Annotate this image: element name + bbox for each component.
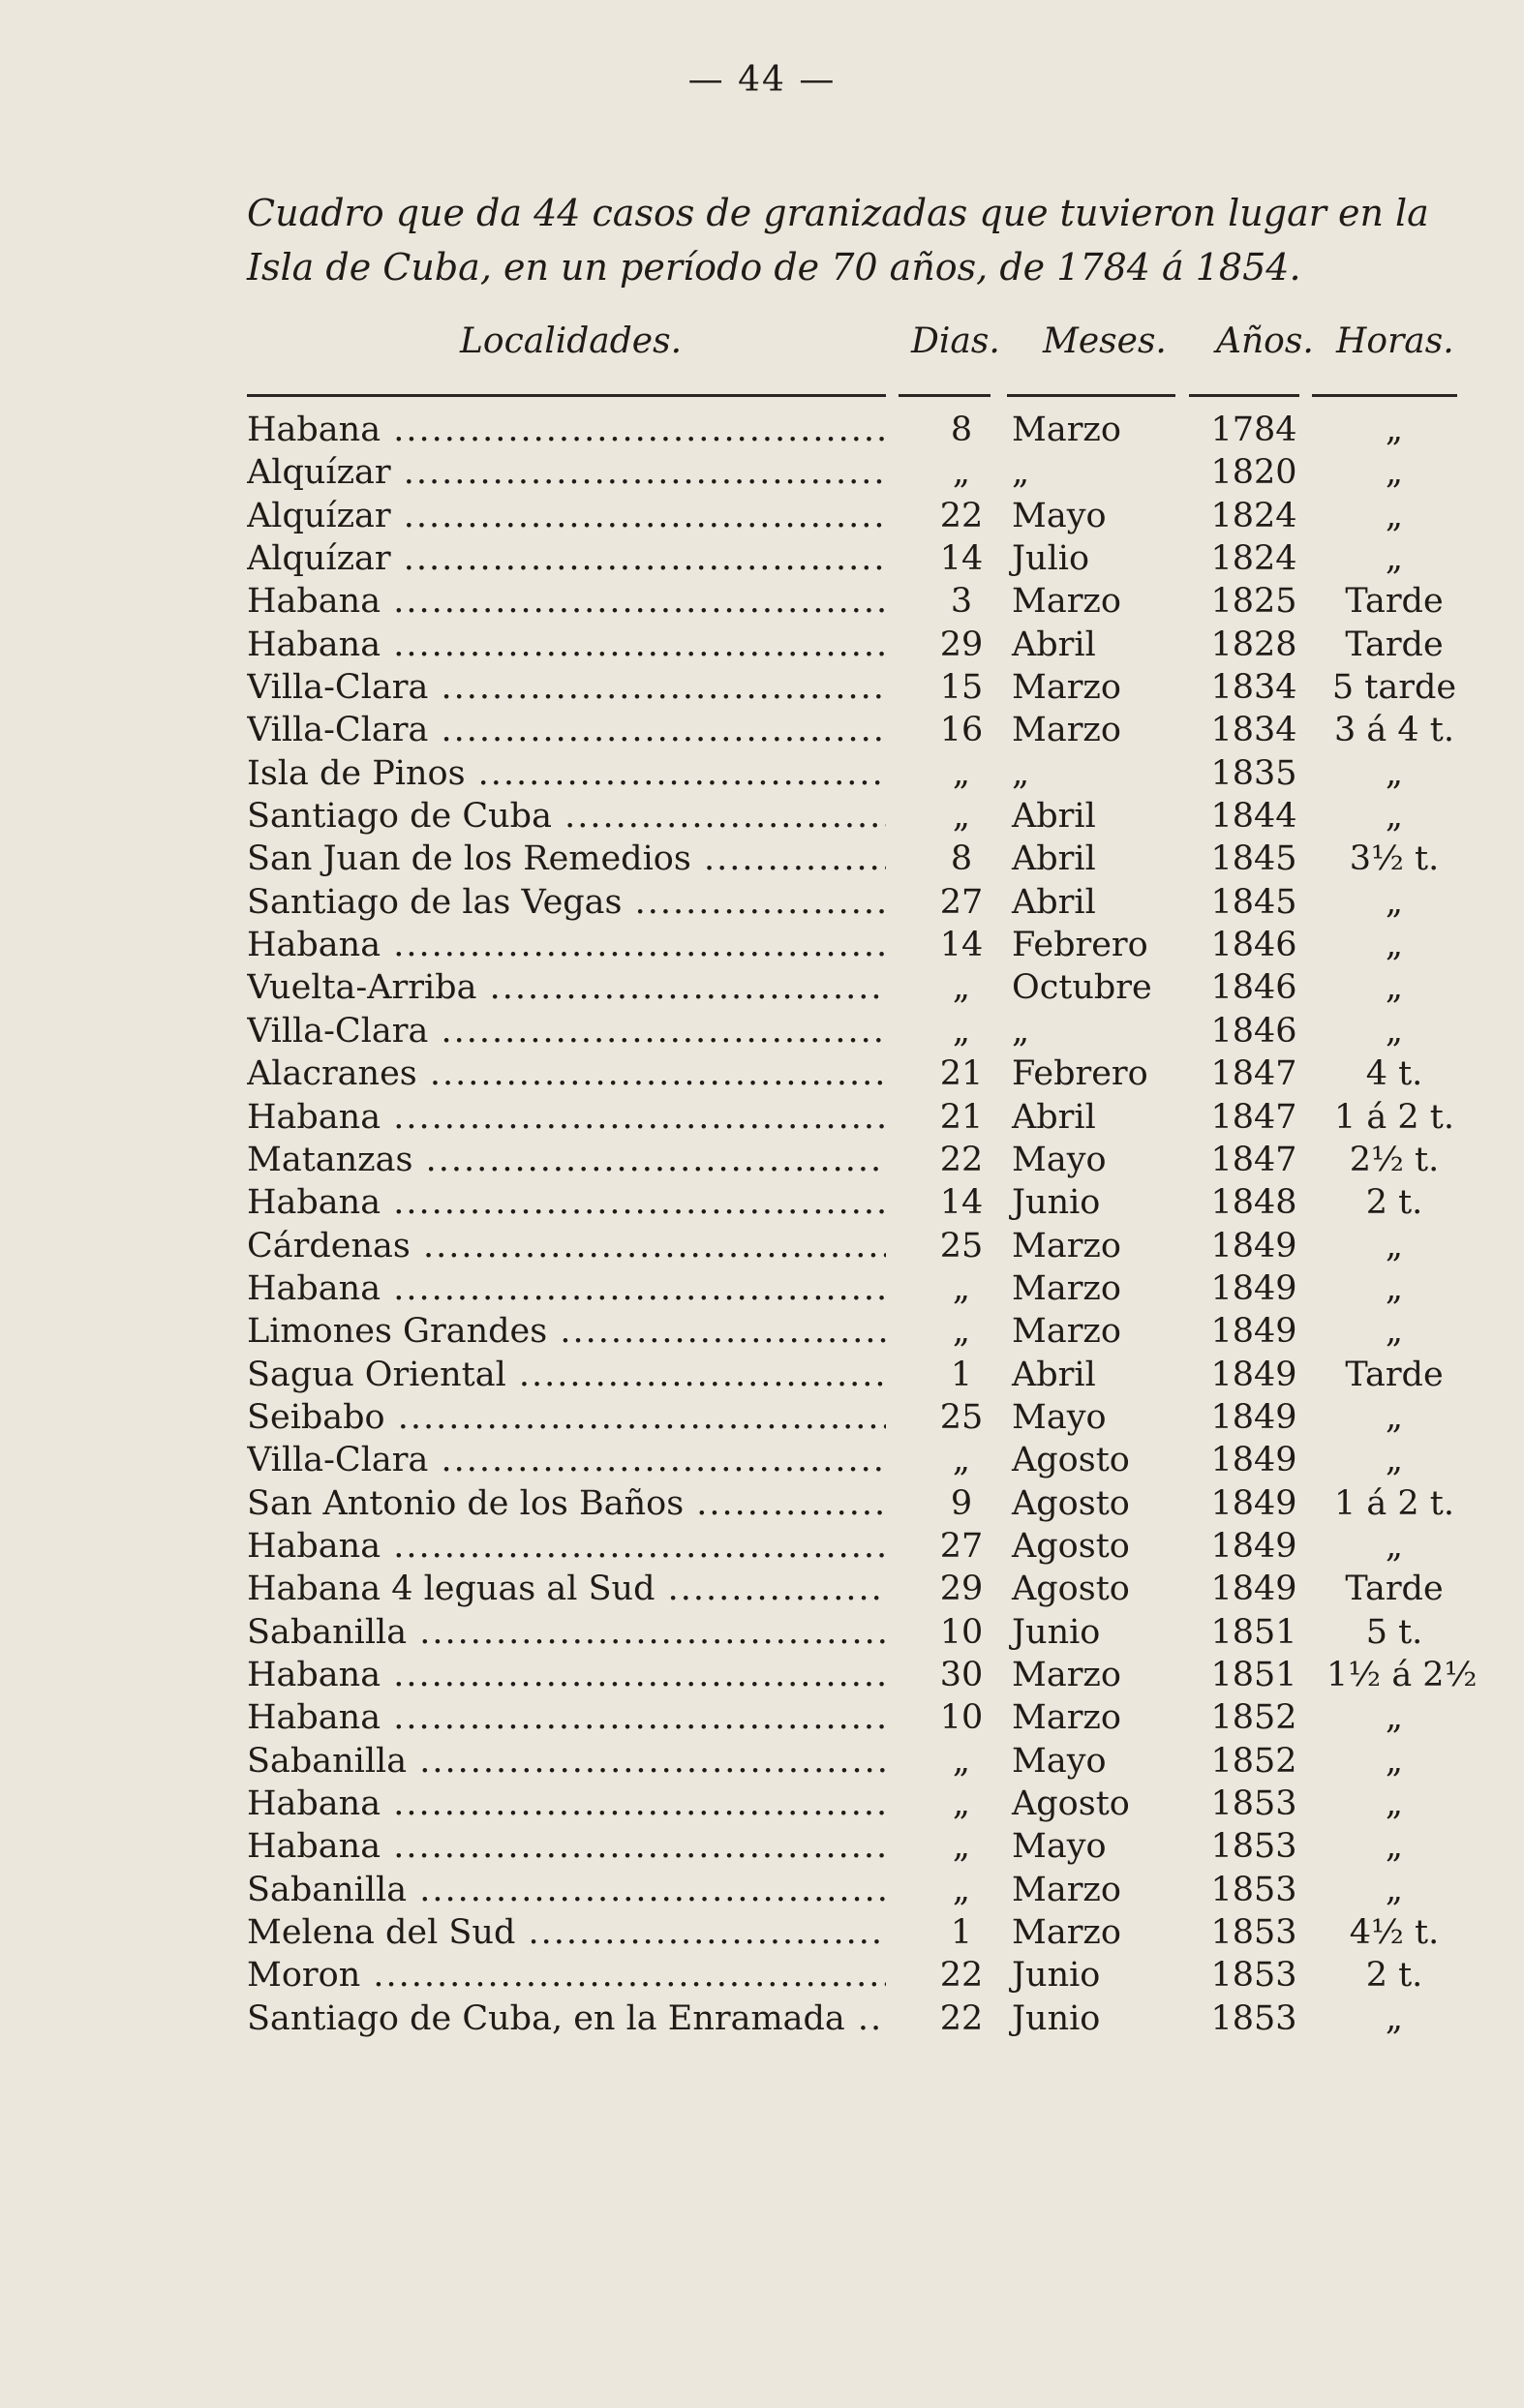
cell-localidad: Santiago de las Vegas ..... (247, 881, 886, 924)
cell-hora: „ (1385, 1441, 1404, 1480)
cell-localidad: Habana ..... (247, 409, 886, 451)
cell-ano: 1846 (1210, 1011, 1297, 1051)
cell-dia: 29 (939, 1570, 984, 1609)
cell-localidad: Habana ..... (247, 1267, 886, 1310)
cell-dia: 14 (939, 926, 984, 965)
cell-localidad: Vuelta-Arriba ..... (247, 966, 886, 1009)
cell-localidad: Villa-Clara ..... (247, 1010, 886, 1052)
cell-dia: „ (952, 753, 971, 793)
cell-dia: 27 (939, 882, 984, 922)
cell-ano: 1849 (1210, 1312, 1297, 1352)
cell-localidad: Santiago de Cuba, en la Enramada ..... (247, 1997, 886, 2040)
cell-ano: 1847 (1210, 1097, 1297, 1137)
table-row (247, 1354, 1457, 1396)
cell-mes: Marzo (1012, 411, 1121, 449)
cell-hora: „ (1385, 1784, 1404, 1823)
table-row (247, 924, 1457, 966)
cell-ano: 1820 (1210, 453, 1297, 493)
table-row (247, 795, 1457, 838)
header-rule-localidades (247, 394, 886, 397)
cell-dia: „ (952, 1827, 971, 1867)
cell-mes: Agosto (1012, 1526, 1130, 1566)
cell-ano: 1853 (1210, 1998, 1297, 2038)
table-row (247, 1997, 1457, 2040)
cell-dia: 3 (950, 582, 973, 622)
page-number: — 44 — (687, 60, 837, 100)
cell-ano: 1834 (1210, 668, 1297, 708)
cell-mes: Abril (1012, 1097, 1096, 1137)
cell-dia: 16 (939, 711, 984, 750)
cell-ano: 1848 (1210, 1183, 1297, 1223)
header-horas: Horas. (1336, 321, 1454, 361)
cell-mes: Agosto (1012, 1784, 1130, 1823)
cell-localidad: Alacranes ..... (247, 1052, 886, 1095)
cell-hora: 3½ t. (1349, 839, 1440, 879)
cell-hora: „ (1385, 797, 1404, 837)
cell-localidad: Sabanilla ..... (247, 1869, 886, 1911)
cell-mes: Agosto (1012, 1570, 1130, 1609)
cell-ano: 1851 (1210, 1655, 1297, 1694)
cell-mes: Junio (1012, 1183, 1101, 1223)
cell-ano: 1849 (1210, 1268, 1297, 1308)
header-dias: Dias. (911, 321, 1000, 361)
cell-mes: Febrero (1012, 926, 1148, 965)
cell-ano: 1846 (1210, 968, 1297, 1008)
cell-ano: 1784 (1210, 411, 1297, 449)
table-row (247, 495, 1457, 537)
cell-localidad: Habana ..... (247, 1825, 886, 1868)
table-row (247, 1225, 1457, 1267)
cell-localidad: Santiago de Cuba ..... (247, 795, 886, 838)
cell-localidad: Habana ..... (247, 580, 886, 623)
table-row (247, 451, 1457, 494)
cell-localidad: Habana ..... (247, 1525, 886, 1568)
cell-mes: Marzo (1012, 668, 1121, 708)
cell-dia: 22 (939, 1140, 984, 1179)
cell-localidad: Habana ..... (247, 1654, 886, 1696)
cell-localidad: Seibabo ..... (247, 1396, 886, 1439)
cell-hora: „ (1385, 453, 1404, 493)
cell-hora: „ (1385, 539, 1404, 579)
cell-mes: „ (1012, 1011, 1030, 1051)
table-row (247, 1954, 1457, 1997)
cell-dia: 9 (950, 1483, 973, 1523)
table-row (247, 966, 1457, 1009)
cell-mes: Marzo (1012, 1312, 1121, 1352)
cell-localidad: San Antonio de los Baños ..... (247, 1482, 886, 1525)
cell-ano: 1849 (1210, 1526, 1297, 1566)
cell-dia: 30 (939, 1655, 984, 1694)
cell-mes: Junio (1012, 1956, 1101, 1996)
cell-dia: 21 (939, 1054, 984, 1094)
cell-ano: 1852 (1210, 1741, 1297, 1781)
cell-ano: 1824 (1210, 539, 1297, 579)
cell-dia: 14 (939, 539, 984, 579)
cell-mes: Mayo (1012, 1827, 1107, 1867)
table-row (247, 537, 1457, 580)
cell-hora: 2 t. (1365, 1183, 1423, 1223)
cell-dia: 29 (939, 625, 984, 664)
cell-hora: 2 t. (1365, 1956, 1423, 1996)
header-rule-dias (899, 394, 991, 397)
cell-localidad: Habana ..... (247, 1096, 886, 1139)
table-row (247, 1825, 1457, 1868)
table-row (247, 409, 1457, 451)
table-row (247, 709, 1457, 751)
cell-hora: „ (1385, 1526, 1404, 1566)
cell-localidad: Isla de Pinos ..... (247, 752, 886, 795)
table-row (247, 1696, 1457, 1739)
table-row (247, 1740, 1457, 1783)
cell-mes: Marzo (1012, 1913, 1121, 1953)
header-anos: Años. (1216, 321, 1314, 361)
table-row (247, 624, 1457, 666)
cell-dia: „ (952, 453, 971, 493)
table-row (247, 580, 1457, 623)
cell-ano: 1853 (1210, 1913, 1297, 1953)
table-row (247, 1611, 1457, 1654)
cell-mes: Julio (1012, 539, 1090, 579)
cell-localidad: Alquízar ..... (247, 495, 886, 537)
cell-hora: „ (1385, 1397, 1404, 1437)
table-row (247, 1525, 1457, 1568)
header-rule-anos (1189, 394, 1299, 397)
cell-hora: „ (1385, 1226, 1404, 1265)
cell-ano: 1853 (1210, 1956, 1297, 1996)
cell-dia: „ (952, 1312, 971, 1352)
cell-mes: Junio (1012, 1998, 1101, 2038)
cell-dia: 14 (939, 1183, 984, 1223)
cell-dia: „ (952, 1741, 971, 1781)
cell-ano: 1849 (1210, 1355, 1297, 1394)
cell-mes: Marzo (1012, 1870, 1121, 1909)
cell-ano: 1849 (1210, 1570, 1297, 1609)
cell-hora: 2½ t. (1349, 1140, 1440, 1179)
cell-hora: 1½ á 2½ (1326, 1655, 1478, 1694)
cell-hora: Tarde (1345, 625, 1444, 664)
cell-ano: 1853 (1210, 1827, 1297, 1867)
cell-dia: 21 (939, 1097, 984, 1137)
cell-ano: 1828 (1210, 625, 1297, 664)
table-row (247, 1482, 1457, 1525)
cell-mes: Octubre (1012, 968, 1152, 1008)
cell-dia: 1 (950, 1913, 973, 1953)
cell-ano: 1849 (1210, 1441, 1297, 1480)
table-title: Cuadro que da 44 casos de granizadas que tuvieron lugar en la Isla de Cuba, en un período de 70 años, de 1784 á 1854. (247, 192, 1429, 289)
column-headers (247, 321, 1457, 370)
table-row (247, 1654, 1478, 1696)
table-row (247, 1396, 1457, 1439)
cell-localidad: Villa-Clara ..... (247, 1439, 886, 1481)
cell-hora: Tarde (1345, 582, 1444, 622)
table-row (247, 1911, 1457, 1954)
cell-mes: Abril (1012, 882, 1096, 922)
cell-ano: 1853 (1210, 1784, 1297, 1823)
cell-hora: 1 á 2 t. (1334, 1483, 1454, 1523)
header-rule-meses (1007, 394, 1175, 397)
cell-mes: Marzo (1012, 1226, 1121, 1265)
cell-hora: „ (1385, 1312, 1404, 1352)
table-row (247, 1052, 1457, 1095)
cell-localidad: Habana ..... (247, 1696, 886, 1739)
cell-ano: 1849 (1210, 1397, 1297, 1437)
cell-mes: Marzo (1012, 582, 1121, 622)
cell-dia: „ (952, 1441, 971, 1480)
cell-localidad: Habana ..... (247, 624, 886, 666)
cell-mes: Mayo (1012, 1397, 1107, 1437)
cell-mes: Abril (1012, 797, 1096, 837)
cell-localidad: Matanzas ..... (247, 1139, 886, 1181)
cell-mes: Marzo (1012, 711, 1121, 750)
cell-hora: 5 tarde (1331, 668, 1457, 708)
cell-dia: 27 (939, 1526, 984, 1566)
table-row (247, 1568, 1457, 1610)
cell-localidad: Alquízar ..... (247, 451, 886, 494)
table-row (247, 1310, 1457, 1353)
table-row (247, 881, 1457, 924)
header-rule-horas (1312, 394, 1457, 397)
cell-localidad: Habana ..... (247, 1783, 886, 1825)
cell-mes: Marzo (1012, 1698, 1121, 1738)
header-localidades: Localidades. (460, 321, 683, 361)
cell-ano: 1852 (1210, 1698, 1297, 1738)
cell-dia: „ (952, 1268, 971, 1308)
cell-hora: 3 á 4 t. (1334, 711, 1454, 750)
hail-table-body (247, 409, 1478, 2040)
cell-localidad: Limones Grandes ..... (247, 1310, 886, 1353)
cell-ano: 1824 (1210, 496, 1297, 535)
cell-hora: „ (1385, 1268, 1404, 1308)
cell-ano: 1845 (1210, 882, 1297, 922)
table-row (247, 752, 1457, 795)
cell-hora: 1 á 2 t. (1334, 1097, 1454, 1137)
cell-hora: 4½ t. (1349, 1913, 1440, 1953)
cell-hora: „ (1385, 968, 1404, 1008)
table-row (247, 1439, 1457, 1481)
cell-dia: „ (952, 1784, 971, 1823)
table-row (247, 1267, 1457, 1310)
cell-hora: „ (1385, 1741, 1404, 1781)
cell-mes: „ (1012, 453, 1030, 493)
header-meses: Meses. (1043, 321, 1167, 361)
cell-dia: 8 (950, 839, 973, 879)
cell-hora: Tarde (1345, 1570, 1444, 1609)
cell-dia: 22 (939, 496, 984, 535)
cell-localidad: Sabanilla ..... (247, 1611, 886, 1654)
cell-hora: „ (1385, 753, 1404, 793)
table-row (247, 1181, 1457, 1224)
cell-mes: Agosto (1012, 1483, 1130, 1523)
cell-ano: 1834 (1210, 711, 1297, 750)
cell-ano: 1846 (1210, 926, 1297, 965)
cell-ano: 1825 (1210, 582, 1297, 622)
cell-dia: „ (952, 1870, 971, 1909)
cell-hora: „ (1385, 1998, 1404, 2038)
cell-hora: „ (1385, 496, 1404, 535)
cell-dia: „ (952, 1011, 971, 1051)
cell-dia: 15 (939, 668, 984, 708)
cell-ano: 1849 (1210, 1226, 1297, 1265)
cell-localidad: Moron ..... (247, 1954, 886, 1997)
cell-hora: 4 t. (1365, 1054, 1423, 1094)
table-row (247, 1096, 1457, 1139)
cell-ano: 1851 (1210, 1612, 1297, 1652)
cell-mes: Mayo (1012, 1741, 1107, 1781)
cell-mes: Abril (1012, 625, 1096, 664)
cell-dia: 10 (939, 1612, 984, 1652)
cell-mes: Abril (1012, 839, 1096, 879)
cell-hora: „ (1385, 882, 1404, 922)
cell-dia: 10 (939, 1698, 984, 1738)
cell-dia: 1 (950, 1355, 973, 1394)
table-row (247, 1139, 1457, 1181)
table-row (247, 1783, 1457, 1825)
cell-localidad: Cárdenas ..... (247, 1225, 886, 1267)
cell-ano: 1845 (1210, 839, 1297, 879)
cell-ano: 1847 (1210, 1140, 1297, 1179)
cell-localidad: Sagua Oriental ..... (247, 1354, 886, 1396)
cell-localidad: Alquízar ..... (247, 537, 886, 580)
cell-hora: „ (1385, 1011, 1404, 1051)
cell-localidad: Habana ..... (247, 1181, 886, 1224)
cell-mes: Febrero (1012, 1054, 1148, 1094)
cell-dia: 8 (950, 411, 973, 449)
cell-mes: Junio (1012, 1612, 1101, 1652)
cell-mes: Marzo (1012, 1268, 1121, 1308)
cell-ano: 1844 (1210, 797, 1297, 837)
cell-localidad: Melena del Sud ..... (247, 1911, 886, 1954)
cell-hora: „ (1385, 411, 1404, 449)
cell-hora: „ (1385, 1870, 1404, 1909)
cell-hora: „ (1385, 1698, 1404, 1738)
table-row (247, 838, 1457, 880)
cell-dia: 25 (939, 1226, 984, 1265)
cell-mes: Mayo (1012, 1140, 1107, 1179)
cell-dia: „ (952, 968, 971, 1008)
cell-hora: „ (1385, 926, 1404, 965)
cell-ano: 1835 (1210, 753, 1297, 793)
cell-mes: „ (1012, 753, 1030, 793)
cell-mes: Abril (1012, 1355, 1096, 1394)
cell-dia: 22 (939, 1956, 984, 1996)
cell-mes: Mayo (1012, 496, 1107, 535)
cell-hora: 5 t. (1365, 1612, 1423, 1652)
cell-ano: 1849 (1210, 1483, 1297, 1523)
table-row (247, 1869, 1457, 1911)
cell-dia: 25 (939, 1397, 984, 1437)
cell-hora: „ (1385, 1827, 1404, 1867)
cell-ano: 1847 (1210, 1054, 1297, 1094)
cell-hora: Tarde (1345, 1355, 1444, 1394)
table-row (247, 666, 1457, 709)
cell-dia: 22 (939, 1998, 984, 2038)
cell-localidad: Sabanilla ..... (247, 1740, 886, 1783)
cell-localidad: Villa-Clara ..... (247, 709, 886, 751)
cell-localidad: Habana ..... (247, 924, 886, 966)
cell-localidad: San Juan de los Remedios ..... (247, 838, 886, 880)
cell-mes: Agosto (1012, 1441, 1130, 1480)
table-row (247, 1010, 1457, 1052)
cell-ano: 1853 (1210, 1870, 1297, 1909)
cell-localidad: Villa-Clara ..... (247, 666, 886, 709)
cell-mes: Marzo (1012, 1655, 1121, 1694)
cell-localidad: Habana 4 leguas al Sud ..... (247, 1568, 886, 1610)
cell-dia: „ (952, 797, 971, 837)
